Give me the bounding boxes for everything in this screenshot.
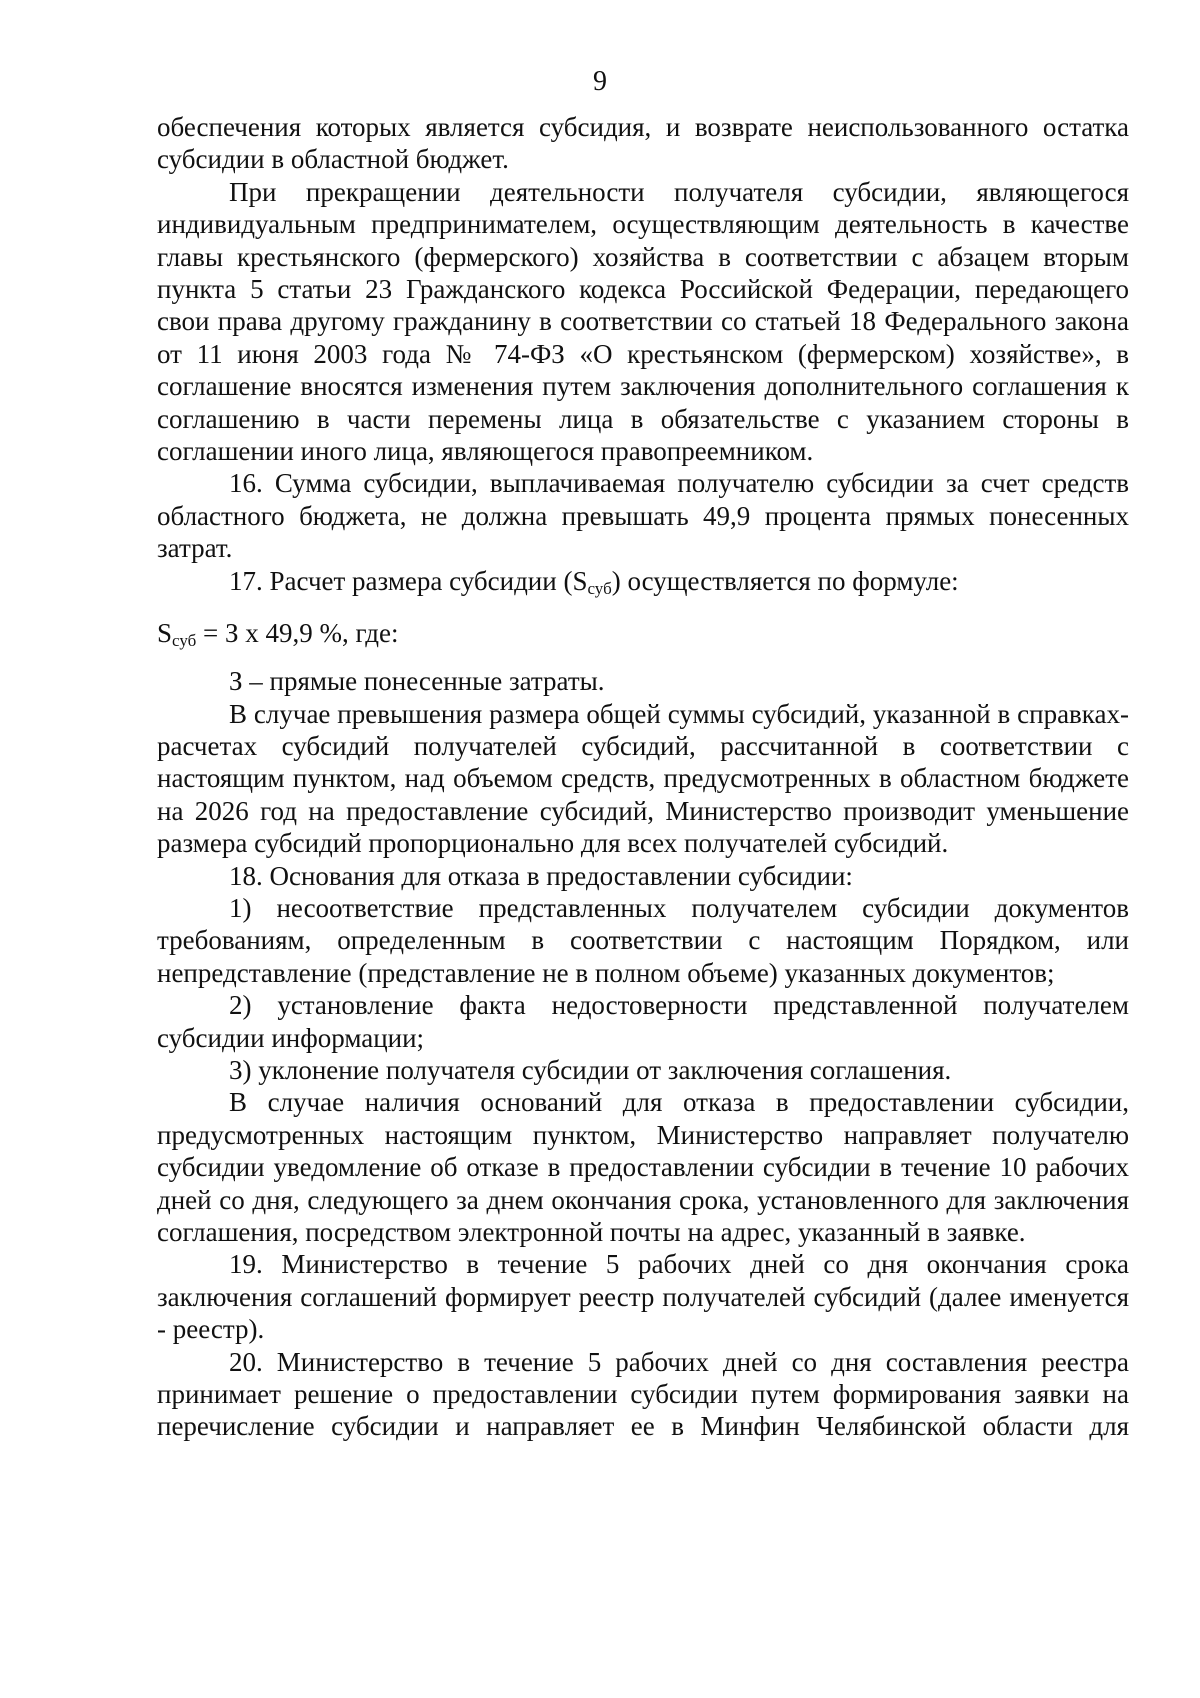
paragraph-18-item-2: 2) установление факта недостоверности представленной получателем субсидии информации; [157, 990, 1129, 1053]
paragraph-17-subscript: суб [587, 578, 612, 598]
paragraph-refusal-notice: В случае наличия оснований для отказа в предоставлении субсидии, предусмотренных настоящим пунктом, Министерство направляет получателю субсидии уведомление об отказе в предоставлении субсидии в течение 10 рабочих дней со дня, следующего за днем окончания срока, установленного для заключения соглашения, посредством электронной почты на адрес, указанный в заявке. [157, 1087, 1129, 1247]
subsidy-formula [157, 601, 1129, 665]
document-body [157, 111, 1129, 1443]
paragraph-17-text-end: ) осуществляется по формуле: [611, 565, 959, 596]
paragraph-excess-budget: В случае превышения размера общей суммы субсидий, указанной в справках-расчетах субсидий получателей субсидий, рассчитанной в соответствии с настоящим пунктом, над объемом средств, предусмотренных в областном бюджете на 2026 год на предоставление субсидий, Министерство производит уменьшение размера субсидий пропорционально для всех получателей субсидий. [157, 698, 1129, 859]
paragraph-continuation: обеспечения которых является субсидия, и возврате неиспользованного остатка субсидии в областной бюджет. [157, 112, 1129, 175]
paragraph-18-item-3: 3) уклонение получателя субсидии от заключения соглашения. [229, 1054, 952, 1085]
formula-symbol: S [157, 618, 173, 649]
paragraph-18-item-1: 1) несоответствие представленных получателем субсидии документов требованиям, определенным в соответствии с настоящим Порядком, или непредставление (представление не в полном объеме) указанных документов; [157, 892, 1129, 988]
paragraph-17-text-start: 17. Расчет размера субсидии (S [229, 565, 588, 596]
paragraph-z-definition: З – прямые понесенные затраты. [229, 666, 605, 697]
page-number: 9 [593, 66, 607, 97]
paragraph-20-decision: 20. Министерство в течение 5 рабочих дней со дня составления реестра принимает решение о предоставлении субсидии путем формирования заявки на перечисление субсидии и направляет ее в Минфин Челябинской области для [157, 1346, 1129, 1442]
formula-subscript: суб [172, 631, 197, 651]
paragraph-18-refusal-grounds: 18. Основания для отказа в предоставлении субсидии: [229, 860, 853, 891]
paragraph-termination-of-activity: При прекращении деятельности получателя субсидии, являющегося индивидуальным предпринимателем, осуществляющим деятельность в качестве главы крестьянского (фермерского) хозяйства в соответствии с абзацем вторым пункта 5 статьи 23 Гражданского кодекса Российской Федерации, передающего свои права другому гражданину в соответствии со статьей 18 Федерального закона от 11 июня 2003 года № 74-ФЗ «О крестьянском (фермерском) хозяйстве», в соглашение вносятся изменения путем заключения дополнительного соглашения к соглашению в части перемены лица в обязательстве с указанием стороны в соглашении иного лица, являющегося правопреемником. [157, 176, 1129, 467]
paragraph-16-subsidy-amount: 16. Сумма субсидии, выплачиваемая получателю субсидии за счет средств областного бюджета, не должна превышать 49,9 процента прямых понесенных затрат. [157, 468, 1129, 564]
paragraph-19-registry: 19. Министерство в течение 5 рабочих дней со дня окончания срока заключения соглашений формирует реестр получателей субсидий (далее именуется - реестр). [157, 1249, 1129, 1345]
formula-expression: = З х 49,9 %, где: [196, 618, 399, 649]
paragraph-17-calculation [157, 565, 1129, 601]
